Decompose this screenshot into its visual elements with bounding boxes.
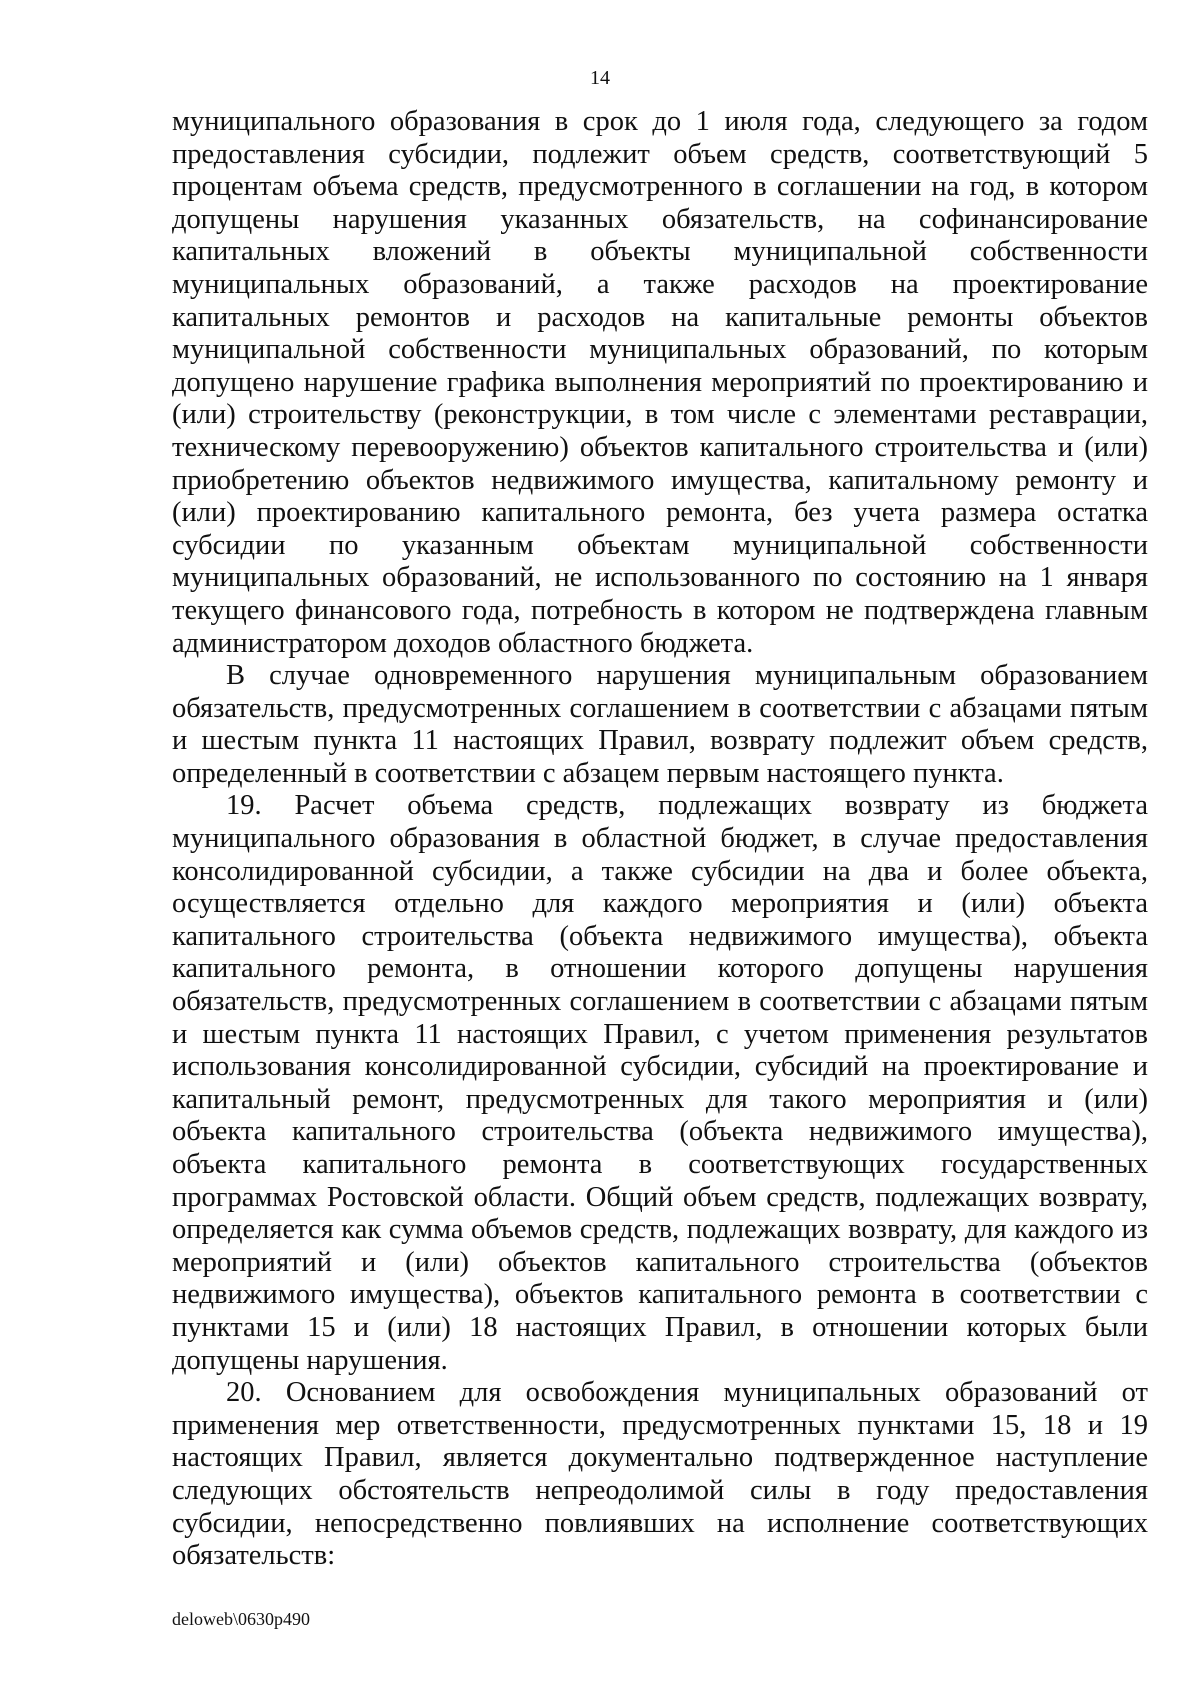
page-number: 14 [590,67,610,89]
paragraph-continuation: муниципального образования в срок до 1 июля года, следующего за годом предоставления субсидии, подлежит объем средств, соответствующий 5 процентам объема средств, предусмотренного в соглашении на год, в котором допущены нарушения указанных обязательств, на софинансирование капитальных вложений в объекты муниципальной собственности муниципальных образований, а также расходов на проектирование капитальных ремонтов и расходов на капитальные ремонты объектов муниципальной собственности муниципальных образований, по которым допущено нарушение графика выполнения мероприятий по проектированию и (или) строительству (реконструкции, в том числе с элементами реставрации, техническому перевооружению) объектов капитального строительства и (или) приобретению объектов недвижимого имущества, капитальному ремонту и (или) проектированию капитального ремонта, без учета размера остатка субсидии по указанным объектам муниципальной собственности муниципальных образований, не использованного по состоянию на 1 января текущего финансового года, потребность в котором не подтверждена главным администратором доходов областного бюджета. [172,106,1148,659]
paragraph-item-19: 19. Расчет объема средств, подлежащих возврату из бюджета муниципального образования в областной бюджет, в случае предоставления консолидированной субсидии, а также субсидии на два и более объекта, осуществляется отдельно для каждого мероприятия и (или) объекта капитального строительства (объекта недвижимого имущества), объекта капитального ремонта, в отношении которого допущены нарушения обязательств, предусмотренных соглашением в соответствии с абзацами пятым и шестым пункта 11 настоящих Правил, с учетом применения результатов использования консолидированной субсидии, субсидий на проектирование и капитальный ремонт, предусмотренных для такого мероприятия и (или) объекта капитального строительства (объекта недвижимого имущества), объекта капитального ремонта в соответствующих государственных программах Ростовской области. Общий объем средств, подлежащих возврату, определяется как сумма объемов средств, подлежащих возврату, для каждого из мероприятий и (или) объектов капитального строительства (объектов недвижимого имущества), объектов капитального ремонта в соответствии с пунктами 15 и (или) 18 настоящих Правил, в отношении которых были допущены нарушения. [172,790,1148,1376]
document-code: deloweb\0630p490 [172,1609,310,1629]
paragraph-item-20: 20. Основанием для освобождения муниципальных образований от применения мер ответственности, предусмотренных пунктами 15, 18 и 19 настоящих Правил, является документально подтвержденное наступление следующих обстоятельств непреодолимой силы в году предоставления субсидии, непосредственно повлиявших на исполнение соответствующих обязательств: [172,1377,1148,1572]
paragraph-simultaneous-violation: В случае одновременного нарушения муниципальным образованием обязательств, предусмотренных соглашением в соответствии с абзацами пятым и шестым пункта 11 настоящих Правил, возврату подлежит объем средств, определенный в соответствии с абзацем первым настоящего пункта. [172,660,1148,789]
document-body [172,106,1148,1573]
